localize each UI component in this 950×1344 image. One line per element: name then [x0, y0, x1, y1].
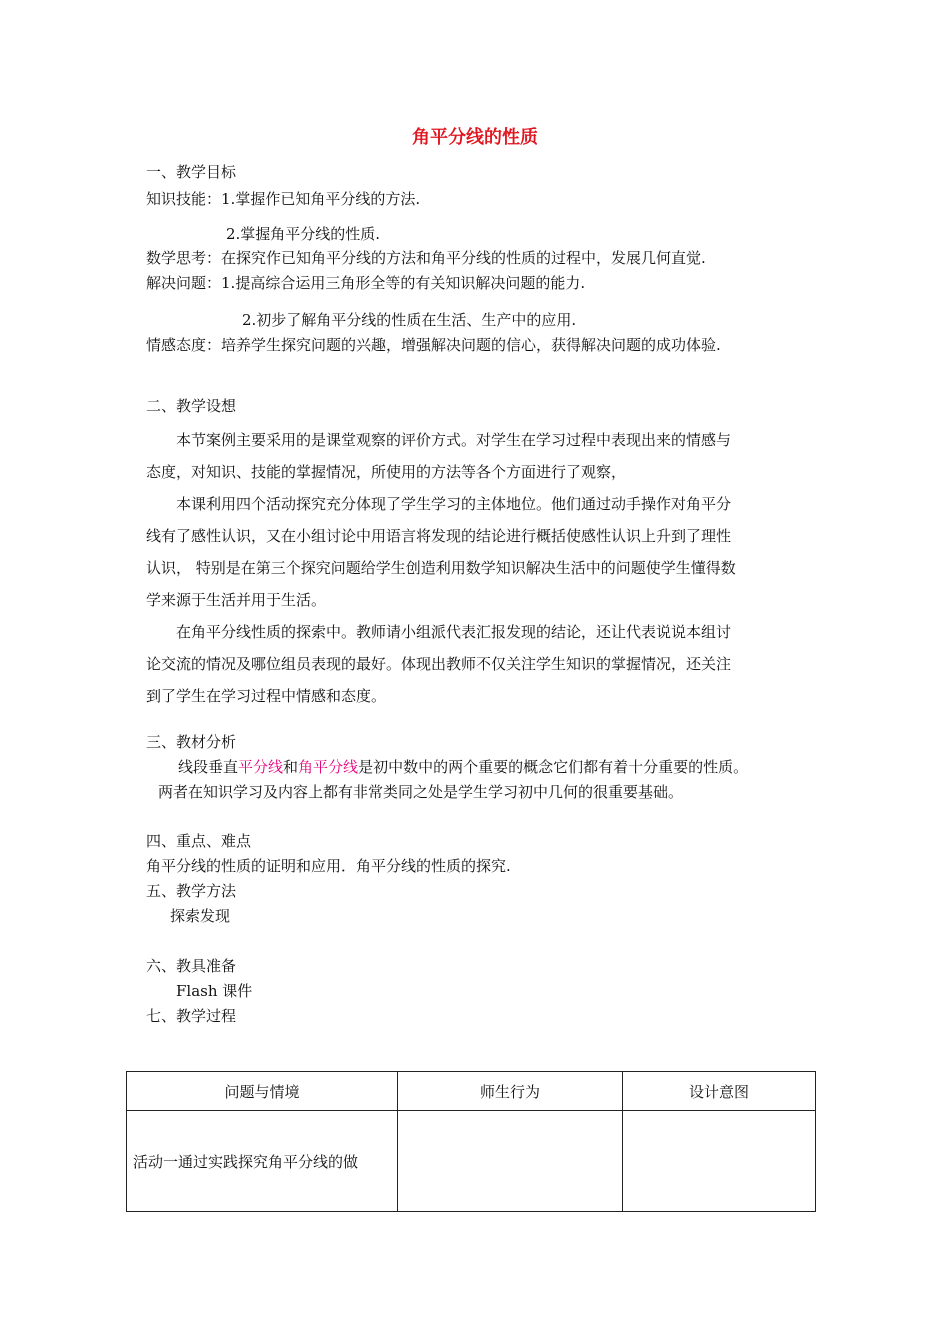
analysis-text: 是初中数中的两个重要的概念它们都有着十分重要的性质。	[358, 758, 749, 776]
teaching-method: 探索发现	[170, 907, 231, 925]
highlight-term: 平分线	[238, 758, 284, 776]
table-cell	[398, 1111, 623, 1212]
page-title: 角平分线的性质	[412, 127, 538, 148]
paragraph-line: 学来源于生活并用于生活。	[146, 591, 327, 609]
knowledge-line-1	[146, 189, 420, 209]
highlight-term: 角平分线	[298, 758, 359, 776]
table-header-cell: 问题与情境	[127, 1072, 398, 1111]
section-1-heading: 一、教学目标	[146, 163, 237, 181]
section-2-heading: 二、教学设想	[146, 397, 237, 415]
paragraph-line: 在角平分线性质的探索中。教师请小组派代表汇报发现的结论，还让代表说说本组讨	[176, 623, 732, 641]
paragraph-line: 线有了感性认识，又在小组讨论中用语言将发现的结论进行概括使感性认识上升到了理性	[146, 527, 732, 545]
attitude: 情感态度：培养学生探究问题的兴趣，增强解决问题的信心，获得解决问题的成功体验.	[146, 336, 721, 354]
key-points: 角平分线的性质的证明和应用．角平分线的性质的探究.	[146, 857, 511, 875]
section-3-heading: 三、教材分析	[146, 733, 237, 751]
problem-item-2: 2.初步了解角平分线的性质在生活、生产中的应用.	[242, 311, 577, 329]
knowledge-item-2: 2.掌握角平分线的性质.	[226, 225, 381, 243]
analysis-text: 和	[283, 758, 299, 776]
paragraph-line: 论交流的情况及哪位组员表现的最好。体现出教师不仅关注学生知识的掌握情况，还关注	[146, 655, 732, 673]
section-7-heading: 七、教学过程	[146, 1007, 237, 1025]
table-header-cell: 设计意图	[623, 1072, 816, 1111]
table-row	[127, 1111, 816, 1212]
analysis-text: 线段垂直	[178, 758, 239, 776]
teaching-aids: Flash 课件	[176, 982, 253, 1000]
analysis-line-2: 两者在知识学习及内容上都有非常类同之处是学生学习初中几何的很重要基础。	[158, 783, 684, 801]
table-header-cell: 师生行为	[398, 1072, 623, 1111]
table-cell	[623, 1111, 816, 1212]
table-cell: 活动一通过实践探究角平分线的做	[127, 1111, 398, 1212]
section-6-heading: 六、教具准备	[146, 957, 237, 975]
paragraph-line: 本课利用四个活动探究充分体现了学生学习的主体地位。他们通过动手操作对角平分	[176, 495, 732, 513]
table-header-row	[127, 1072, 816, 1111]
analysis-line-1	[178, 757, 748, 777]
knowledge-label: 知识技能：	[146, 190, 222, 208]
problem-item-1: 1.提高综合运用三角形全等的有关知识解决问题的能力.	[221, 274, 586, 292]
paragraph-line: 到了学生在学习过程中情感和态度。	[146, 687, 387, 705]
paragraph-line: 态度，对知识、技能的掌握情况，所使用的方法等各个方面进行了观察，	[146, 463, 627, 481]
section-4-heading: 四、重点、难点	[146, 832, 252, 850]
section-5-heading: 五、教学方法	[146, 882, 237, 900]
knowledge-item-1: 1.掌握作已知角平分线的方法.	[221, 190, 421, 208]
problem-label: 解决问题：	[146, 274, 222, 292]
math-thinking: 数学思考：在探究作已知角平分线的方法和角平分线的性质的过程中，发展几何直觉.	[146, 249, 706, 267]
teaching-process-table	[126, 1071, 816, 1212]
paragraph-line: 本节案例主要采用的是课堂观察的评价方式。对学生在学习过程中表现出来的情感与	[176, 431, 732, 449]
paragraph-line: 认识， 特别是在第三个探究问题给学生创造利用数学知识解决生活中的问题使学生懂得数	[146, 559, 736, 577]
problem-line-1	[146, 273, 585, 293]
